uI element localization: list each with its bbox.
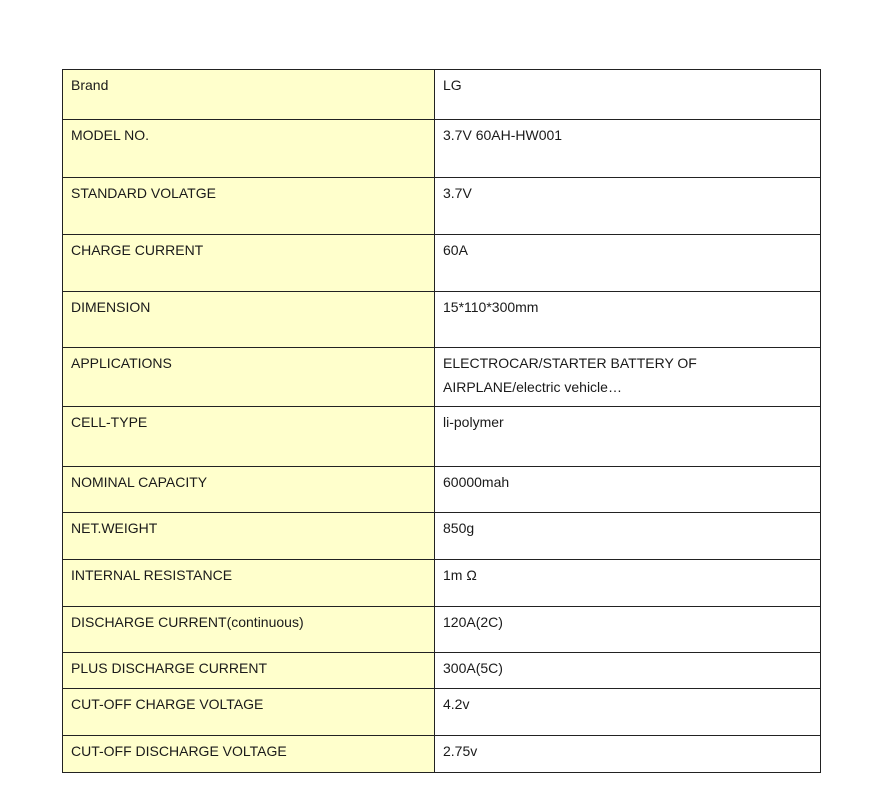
spec-label-internal-resistance: INTERNAL RESISTANCE <box>63 560 435 607</box>
table-row <box>63 560 821 607</box>
spec-value-plus-discharge-current: 300A(5C) <box>435 653 821 689</box>
table-row <box>63 407 821 467</box>
spec-value-net-weight: 850g <box>435 513 821 560</box>
spec-value-cut-off-discharge-voltage: 2.75v <box>435 736 821 773</box>
table-row <box>63 736 821 773</box>
spec-label-model-no: MODEL NO. <box>63 120 435 178</box>
table-row <box>63 689 821 736</box>
spec-label-dimension: DIMENSION <box>63 292 435 348</box>
spec-label-brand: Brand <box>63 70 435 120</box>
spec-label-nominal-capacity: NOMINAL CAPACITY <box>63 467 435 513</box>
spec-value-charge-current: 60A <box>435 235 821 292</box>
table-row <box>63 178 821 235</box>
table-row <box>63 607 821 653</box>
spec-label-standard-voltage: STANDARD VOLATGE <box>63 178 435 235</box>
table-row <box>63 513 821 560</box>
spec-value-cell-type: li-polymer <box>435 407 821 467</box>
spec-label-discharge-current: DISCHARGE CURRENT(continuous) <box>63 607 435 653</box>
spec-table <box>62 69 821 773</box>
spec-value-discharge-current: 120A(2C) <box>435 607 821 653</box>
table-row <box>63 348 821 407</box>
table-row <box>63 292 821 348</box>
spec-value-standard-voltage: 3.7V <box>435 178 821 235</box>
spec-label-applications: APPLICATIONS <box>63 348 435 407</box>
table-row <box>63 120 821 178</box>
table-row <box>63 70 821 120</box>
spec-value-model-no: 3.7V 60AH-HW001 <box>435 120 821 178</box>
spec-value-applications: ELECTROCAR/STARTER BATTERY OF AIRPLANE/electric vehicle… <box>435 348 821 407</box>
spec-label-charge-current: CHARGE CURRENT <box>63 235 435 292</box>
table-row <box>63 235 821 292</box>
spec-value-cut-off-charge-voltage: 4.2v <box>435 689 821 736</box>
table-row <box>63 653 821 689</box>
spec-table-body <box>63 70 821 773</box>
spec-label-plus-discharge-current: PLUS DISCHARGE CURRENT <box>63 653 435 689</box>
spec-label-cut-off-charge-voltage: CUT-OFF CHARGE VOLTAGE <box>63 689 435 736</box>
spec-value-brand: LG <box>435 70 821 120</box>
spec-value-nominal-capacity: 60000mah <box>435 467 821 513</box>
spec-label-net-weight: NET.WEIGHT <box>63 513 435 560</box>
spec-value-internal-resistance: 1m Ω <box>435 560 821 607</box>
spec-label-cell-type: CELL-TYPE <box>63 407 435 467</box>
spec-value-dimension: 15*110*300mm <box>435 292 821 348</box>
table-row <box>63 467 821 513</box>
spec-label-cut-off-discharge-voltage: CUT-OFF DISCHARGE VOLTAGE <box>63 736 435 773</box>
